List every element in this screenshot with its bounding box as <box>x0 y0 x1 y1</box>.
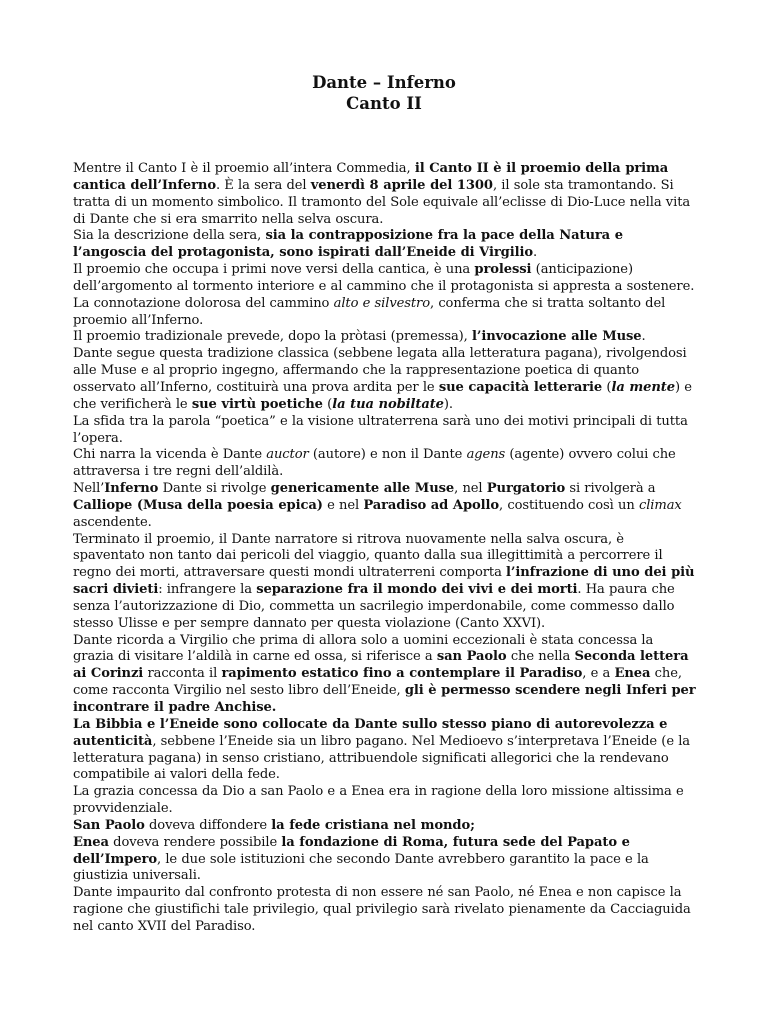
text-run: ascendente. <box>73 514 152 530</box>
text-run: (anticipazione) dell’argomento al tormento interiore e al cammino che il protagonista si appresta a sostenere. <box>73 262 695 294</box>
text-run: che, come racconta Virgilio nel sesto libro dell’Eneide, <box>73 666 682 699</box>
text-run: e nel <box>322 497 364 513</box>
bold-text: venerdì 8 aprile del 1300 <box>310 177 493 193</box>
paragraph <box>73 717 697 784</box>
title-line-1: Dante – Inferno <box>312 73 456 92</box>
text-run: Dante ricorda a Virgilio che prima di allora solo a uomini eccezionali è stata concessa la grazia di visitare l’aldilà in carne ed ossa, si riferisce a <box>73 632 654 665</box>
text-run: Il proemio tradizionale prevede, dopo la pròtasi (premessa), <box>73 329 472 345</box>
paragraph <box>73 885 697 936</box>
paragraph <box>73 532 697 633</box>
text-run: Chi narra la vicenda è Dante <box>73 447 267 463</box>
bold-text: rapimento estatico fino a contemplare il Paradiso <box>221 666 583 682</box>
text-run: : infrangere la <box>158 582 257 598</box>
bold-text: san Paolo <box>436 649 507 665</box>
bold-text: sue virtù poetiche <box>191 396 323 412</box>
paragraph <box>73 784 697 818</box>
bold-text: la tua nobiltate <box>332 396 444 412</box>
bold-text: Enea <box>73 834 109 850</box>
paragraph <box>73 228 697 262</box>
text-run: si rivolgerà a <box>565 481 656 497</box>
bold-text: gli è permesso scendere negli Inferi per incontrare il padre Anchise. <box>73 683 696 715</box>
italic-text: agens <box>466 447 506 463</box>
text-run: . Ha paura che senza l’autorizzazione di Dio, commetta un sacrilegio imperdonabile, come commesso dallo stesso Ulisse e per sempre dannato per questa violazione (Canto XXVI). <box>73 582 675 631</box>
paragraph <box>73 262 697 296</box>
text-run: Sia la descrizione della sera, <box>73 228 266 244</box>
text-run: (agente) ovvero colui che attraversa i tre regni dell’aldilà. <box>73 447 676 480</box>
text-run: , il sole sta tramontando. Si tratta di un momento simbolico. Il tramonto del Sole equivale all’eclisse di Dio-Luce nella vita di Dante che si era smarrito nella selva oscura. <box>73 177 691 227</box>
bold-text: sue capacità letterarie <box>438 379 603 395</box>
text-run: ( <box>602 379 612 395</box>
text-run: che nella <box>506 649 575 665</box>
text-run: . È la sera del <box>215 177 311 193</box>
bold-text: Paradiso ad Apollo <box>363 497 500 513</box>
text-run: La sfida tra la parola “poetica” e la visione ultraterrena sarà uno dei motivi principali di tutta l’opera. <box>73 413 688 446</box>
text-run: ) e che verificherà le <box>73 379 692 412</box>
text-run: racconta il <box>143 666 222 682</box>
paragraph <box>73 633 697 717</box>
text-run: Il proemio che occupa i primi nove versi della cantica, è una <box>73 262 475 278</box>
paragraph <box>73 329 697 346</box>
bold-text: separazione fra il mondo dei vivi e dei morti <box>256 582 578 598</box>
document-title <box>0 72 768 114</box>
bold-text: Seconda lettera ai Corinzi <box>73 649 689 682</box>
text-run: . <box>641 329 646 345</box>
bold-text: San Paolo <box>73 817 145 833</box>
body-text <box>73 161 697 936</box>
paragraph <box>73 818 697 835</box>
text-run: , nel <box>454 481 487 497</box>
bold-text: Purgatorio <box>486 481 566 497</box>
text-run: ( <box>322 396 333 412</box>
text-run: , le due sole istituzioni che secondo Dante avrebbero garantito la pace e la giustizia universali. <box>73 851 649 884</box>
text-run: Dante segue questa tradizione classica (sebbene legata alla letteratura pagana), rivolgendosi alle Muse e al proprio ingegno, affermando che la rappresentazione poetica di quanto osservato all’Inferno, costituirà una prova ardita per le <box>73 346 687 395</box>
bold-text: l’infrazione di uno dei più sacri divieti <box>73 565 695 598</box>
bold-text: sia la contrapposizione fra la pace della Natura e l’angoscia del protagonista, sono ispirati dall’Eneide di Virgilio <box>73 228 623 261</box>
text-run: Nell’ <box>73 481 105 497</box>
bold-text: Inferno <box>104 481 159 497</box>
title-line-2: Canto II <box>346 94 422 113</box>
italic-text: climax <box>638 497 682 513</box>
bold-text: il Canto II è il proemio della prima cantica dell’Inferno <box>73 161 669 193</box>
paragraph <box>73 414 697 448</box>
text-run: Mentre il Canto I è il proemio all’intera Commedia, <box>73 161 415 176</box>
text-run: , costituendo così un <box>499 497 639 513</box>
text-run: La connotazione dolorosa del cammino <box>73 295 334 311</box>
paragraph <box>73 346 697 413</box>
bold-text: la mente <box>611 379 675 395</box>
bold-text: genericamente alle Muse <box>270 481 455 497</box>
text-run: Dante impaurito dal confronto protesta di non essere né san Paolo, né Enea e non capisce la ragione che giustifichi tale privilegio, qual privilegio sarà rivelato pienamente da Cacciaguida nel canto XVII del Paradiso. <box>73 885 691 934</box>
bold-text: La Bibbia e l’Eneide sono collocate da Dante sullo stesso piano di autorevolezza e autenticità <box>73 716 668 749</box>
text-run: doveva rendere possibile <box>108 834 282 850</box>
paragraph <box>73 296 697 330</box>
paragraph <box>73 447 697 481</box>
bold-text: Calliope (Musa della poesia epica) <box>73 497 323 513</box>
bold-text: Enea <box>614 666 651 682</box>
text-run: La grazia concessa da Dio a san Paolo e a Enea era in ragione della loro missione altissima e provvidenziale. <box>73 784 684 817</box>
bold-text: la fondazione di Roma, futura sede del Papato e dell’Impero <box>73 834 630 867</box>
text-run: , sebbene l’Eneide sia un libro pagano. Nel Medioevo s’interpretava l’Eneide (e la letteratura pagana) in senso cristiano, attribuendole significati allegorici che la rendevano compatibile ai valori della fede. <box>73 733 691 783</box>
paragraph <box>73 161 697 228</box>
text-run: doveva diffondere <box>144 817 272 833</box>
text-run: , e a <box>582 666 615 682</box>
bold-text: la fede cristiana nel mondo; <box>271 817 475 833</box>
italic-text: alto e silvestro <box>333 295 430 311</box>
text-run: ). <box>443 396 453 412</box>
paragraph <box>73 835 697 886</box>
italic-text: auctor <box>266 447 309 463</box>
text-run: Dante si rivolge <box>158 481 271 497</box>
paragraph <box>73 481 697 532</box>
bold-text: l’invocazione alle Muse <box>472 329 642 345</box>
text-run: (autore) e non il Dante <box>308 447 467 463</box>
text-run: . <box>532 245 538 261</box>
text-run: Terminato il proemio, il Dante narratore si ritrova nuovamente nella salva oscura, è spaventato non tanto dai pericoli del viaggio, quanto dalla sua illegittimità a percorrere il regno dei morti, attraversare questi mondi ultraterreni comporta <box>73 531 663 581</box>
text-run: , conferma che si tratta soltanto del proemio all’Inferno. <box>73 295 666 328</box>
bold-text: prolessi <box>474 262 532 278</box>
